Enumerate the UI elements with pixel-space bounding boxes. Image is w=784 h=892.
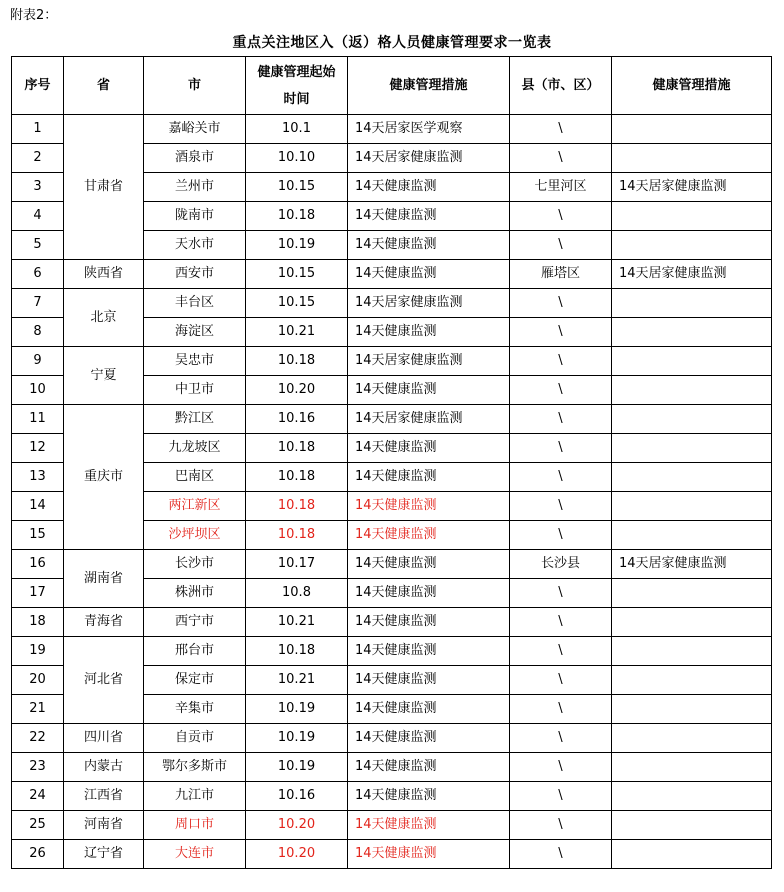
city-cell: 九江市 [144,782,246,811]
city-cell: 两江新区 [144,492,246,521]
city-cell: 巴南区 [144,463,246,492]
city-cell: 中卫市 [144,376,246,405]
province-cell: 甘肃省 [64,115,144,260]
seq-cell: 19 [12,637,64,666]
table-row [12,405,772,434]
measure2-cell [612,579,772,608]
table-row [12,550,772,579]
city-cell: 长沙市 [144,550,246,579]
county-cell: \ [510,144,612,173]
measure2-cell [612,521,772,550]
start-time-cell: 10.18 [246,434,348,463]
city-cell: 邢台市 [144,637,246,666]
measure2-cell [612,289,772,318]
seq-cell: 12 [12,434,64,463]
start-time-cell: 10.18 [246,347,348,376]
measure-cell: 14天健康监测 [348,492,510,521]
table-row [12,811,772,840]
measure2-cell [612,231,772,260]
table-row [12,260,772,289]
seq-cell: 18 [12,608,64,637]
measure-cell: 14天居家健康监测 [348,405,510,434]
province-cell: 北京 [64,289,144,347]
start-time-cell: 10.18 [246,521,348,550]
measure2-cell: 14天居家健康监测 [612,550,772,579]
measure-cell: 14天健康监测 [348,434,510,463]
seq-cell: 24 [12,782,64,811]
table-row [12,608,772,637]
start-time-cell: 10.18 [246,492,348,521]
seq-cell: 23 [12,753,64,782]
seq-cell: 14 [12,492,64,521]
measure2-cell [612,695,772,724]
measure-cell: 14天健康监测 [348,840,510,869]
measure-cell: 14天健康监测 [348,695,510,724]
province-cell: 辽宁省 [64,840,144,869]
city-cell: 鄂尔多斯市 [144,753,246,782]
province-cell: 江西省 [64,782,144,811]
table-row [12,637,772,666]
measure-cell: 14天健康监测 [348,608,510,637]
table-row [12,753,772,782]
start-time-cell: 10.8 [246,579,348,608]
start-time-cell: 10.15 [246,289,348,318]
header-start-time [246,57,348,115]
county-cell: 雁塔区 [510,260,612,289]
county-cell: \ [510,840,612,869]
table-row [12,782,772,811]
start-time-cell: 10.19 [246,695,348,724]
start-time-cell: 10.20 [246,376,348,405]
province-cell: 内蒙古 [64,753,144,782]
measure-cell: 14天健康监测 [348,521,510,550]
start-time-cell: 10.1 [246,115,348,144]
table-row [12,289,772,318]
seq-cell: 25 [12,811,64,840]
start-time-cell: 10.10 [246,144,348,173]
measure2-cell [612,666,772,695]
measure-cell: 14天健康监测 [348,260,510,289]
measure2-cell [612,463,772,492]
seq-cell: 6 [12,260,64,289]
health-management-table [11,56,772,869]
county-cell: 七里河区 [510,173,612,202]
province-cell: 河北省 [64,637,144,724]
measure-cell: 14天健康监测 [348,202,510,231]
measure-cell: 14天健康监测 [348,666,510,695]
county-cell: \ [510,753,612,782]
seq-cell: 10 [12,376,64,405]
county-cell: \ [510,695,612,724]
county-cell: \ [510,463,612,492]
measure-cell: 14天健康监测 [348,318,510,347]
county-cell: \ [510,202,612,231]
measure-cell: 14天健康监测 [348,724,510,753]
seq-cell: 17 [12,579,64,608]
measure2-cell [612,608,772,637]
county-cell: \ [510,724,612,753]
province-cell: 宁夏 [64,347,144,405]
measure-cell: 14天居家健康监测 [348,144,510,173]
province-cell: 湖南省 [64,550,144,608]
county-cell: \ [510,376,612,405]
table-row [12,115,772,144]
city-cell: 大连市 [144,840,246,869]
seq-cell: 9 [12,347,64,376]
province-cell: 陕西省 [64,260,144,289]
measure-cell: 14天健康监测 [348,463,510,492]
county-cell: 长沙县 [510,550,612,579]
measure2-cell [612,637,772,666]
city-cell: 株洲市 [144,579,246,608]
header-row [12,57,772,115]
document-title: 重点关注地区入（返）格人员健康管理要求一览表 [232,35,552,51]
start-time-cell: 10.17 [246,550,348,579]
measure-cell: 14天健康监测 [348,173,510,202]
start-time-cell: 10.21 [246,608,348,637]
city-cell: 兰州市 [144,173,246,202]
measure-cell: 14天健康监测 [348,579,510,608]
county-cell: \ [510,521,612,550]
seq-cell: 13 [12,463,64,492]
measure2-cell [612,492,772,521]
province-cell: 青海省 [64,608,144,637]
city-cell: 酒泉市 [144,144,246,173]
seq-cell: 22 [12,724,64,753]
county-cell: \ [510,434,612,463]
header-city: 市 [144,57,246,115]
measure2-cell [612,840,772,869]
start-time-cell: 10.15 [246,260,348,289]
measure-cell: 14天健康监测 [348,753,510,782]
seq-cell: 8 [12,318,64,347]
county-cell: \ [510,811,612,840]
measure-cell: 14天健康监测 [348,782,510,811]
measure-cell: 14天居家健康监测 [348,289,510,318]
measure2-cell [612,405,772,434]
start-time-cell: 10.16 [246,782,348,811]
seq-cell: 2 [12,144,64,173]
city-cell: 天水市 [144,231,246,260]
seq-cell: 26 [12,840,64,869]
province-cell: 重庆市 [64,405,144,550]
county-cell: \ [510,492,612,521]
measure2-cell [612,318,772,347]
seq-cell: 5 [12,231,64,260]
measure2-cell [612,376,772,405]
measure-cell: 14天健康监测 [348,550,510,579]
measure2-cell [612,144,772,173]
city-cell: 丰台区 [144,289,246,318]
table-body [12,115,772,869]
start-time-cell: 10.18 [246,637,348,666]
measure2-cell [612,811,772,840]
city-cell: 周口市 [144,811,246,840]
county-cell: \ [510,289,612,318]
city-cell: 沙坪坝区 [144,521,246,550]
header-start-time-line2: 时间 [283,91,310,107]
seq-cell: 16 [12,550,64,579]
start-time-cell: 10.18 [246,202,348,231]
city-cell: 嘉峪关市 [144,115,246,144]
measure-cell: 14天健康监测 [348,811,510,840]
county-cell: \ [510,347,612,376]
measure-cell: 14天健康监测 [348,637,510,666]
measure2-cell [612,434,772,463]
county-cell: \ [510,318,612,347]
measure-cell: 14天健康监测 [348,376,510,405]
county-cell: \ [510,608,612,637]
table-row [12,724,772,753]
seq-cell: 15 [12,521,64,550]
city-cell: 陇南市 [144,202,246,231]
city-cell: 海淀区 [144,318,246,347]
seq-cell: 4 [12,202,64,231]
seq-cell: 11 [12,405,64,434]
start-time-cell: 10.21 [246,318,348,347]
measure2-cell [612,782,772,811]
measure2-cell [612,115,772,144]
header-province: 省 [64,57,144,115]
city-cell: 西宁市 [144,608,246,637]
header-start-time-line1: 健康管理起始 [257,64,336,80]
start-time-cell: 10.16 [246,405,348,434]
attachment-note: 附表2： [10,8,58,23]
header-county: 县（市、区） [510,57,612,115]
start-time-cell: 10.19 [246,231,348,260]
county-cell: \ [510,579,612,608]
county-cell: \ [510,405,612,434]
start-time-cell: 10.19 [246,724,348,753]
city-cell: 吴忠市 [144,347,246,376]
county-cell: \ [510,637,612,666]
measure-cell: 14天健康监测 [348,231,510,260]
seq-cell: 21 [12,695,64,724]
seq-cell: 3 [12,173,64,202]
header-measure: 健康管理措施 [348,57,510,115]
province-cell: 四川省 [64,724,144,753]
county-cell: \ [510,115,612,144]
measure2-cell: 14天居家健康监测 [612,260,772,289]
measure2-cell [612,347,772,376]
start-time-cell: 10.18 [246,463,348,492]
measure-cell: 14天居家健康监测 [348,347,510,376]
city-cell: 九龙坡区 [144,434,246,463]
table-row [12,840,772,869]
measure2-cell [612,202,772,231]
city-cell: 黔江区 [144,405,246,434]
measure2-cell: 14天居家健康监测 [612,173,772,202]
measure2-cell [612,724,772,753]
header-seq: 序号 [12,57,64,115]
city-cell: 辛集市 [144,695,246,724]
start-time-cell: 10.21 [246,666,348,695]
table-row [12,347,772,376]
header-measure-2: 健康管理措施 [612,57,772,115]
city-cell: 西安市 [144,260,246,289]
measure-cell: 14天居家医学观察 [348,115,510,144]
county-cell: \ [510,782,612,811]
start-time-cell: 10.20 [246,840,348,869]
city-cell: 自贡市 [144,724,246,753]
start-time-cell: 10.15 [246,173,348,202]
start-time-cell: 10.19 [246,753,348,782]
measure2-cell [612,753,772,782]
county-cell: \ [510,666,612,695]
seq-cell: 20 [12,666,64,695]
city-cell: 保定市 [144,666,246,695]
seq-cell: 1 [12,115,64,144]
start-time-cell: 10.20 [246,811,348,840]
province-cell: 河南省 [64,811,144,840]
seq-cell: 7 [12,289,64,318]
county-cell: \ [510,231,612,260]
